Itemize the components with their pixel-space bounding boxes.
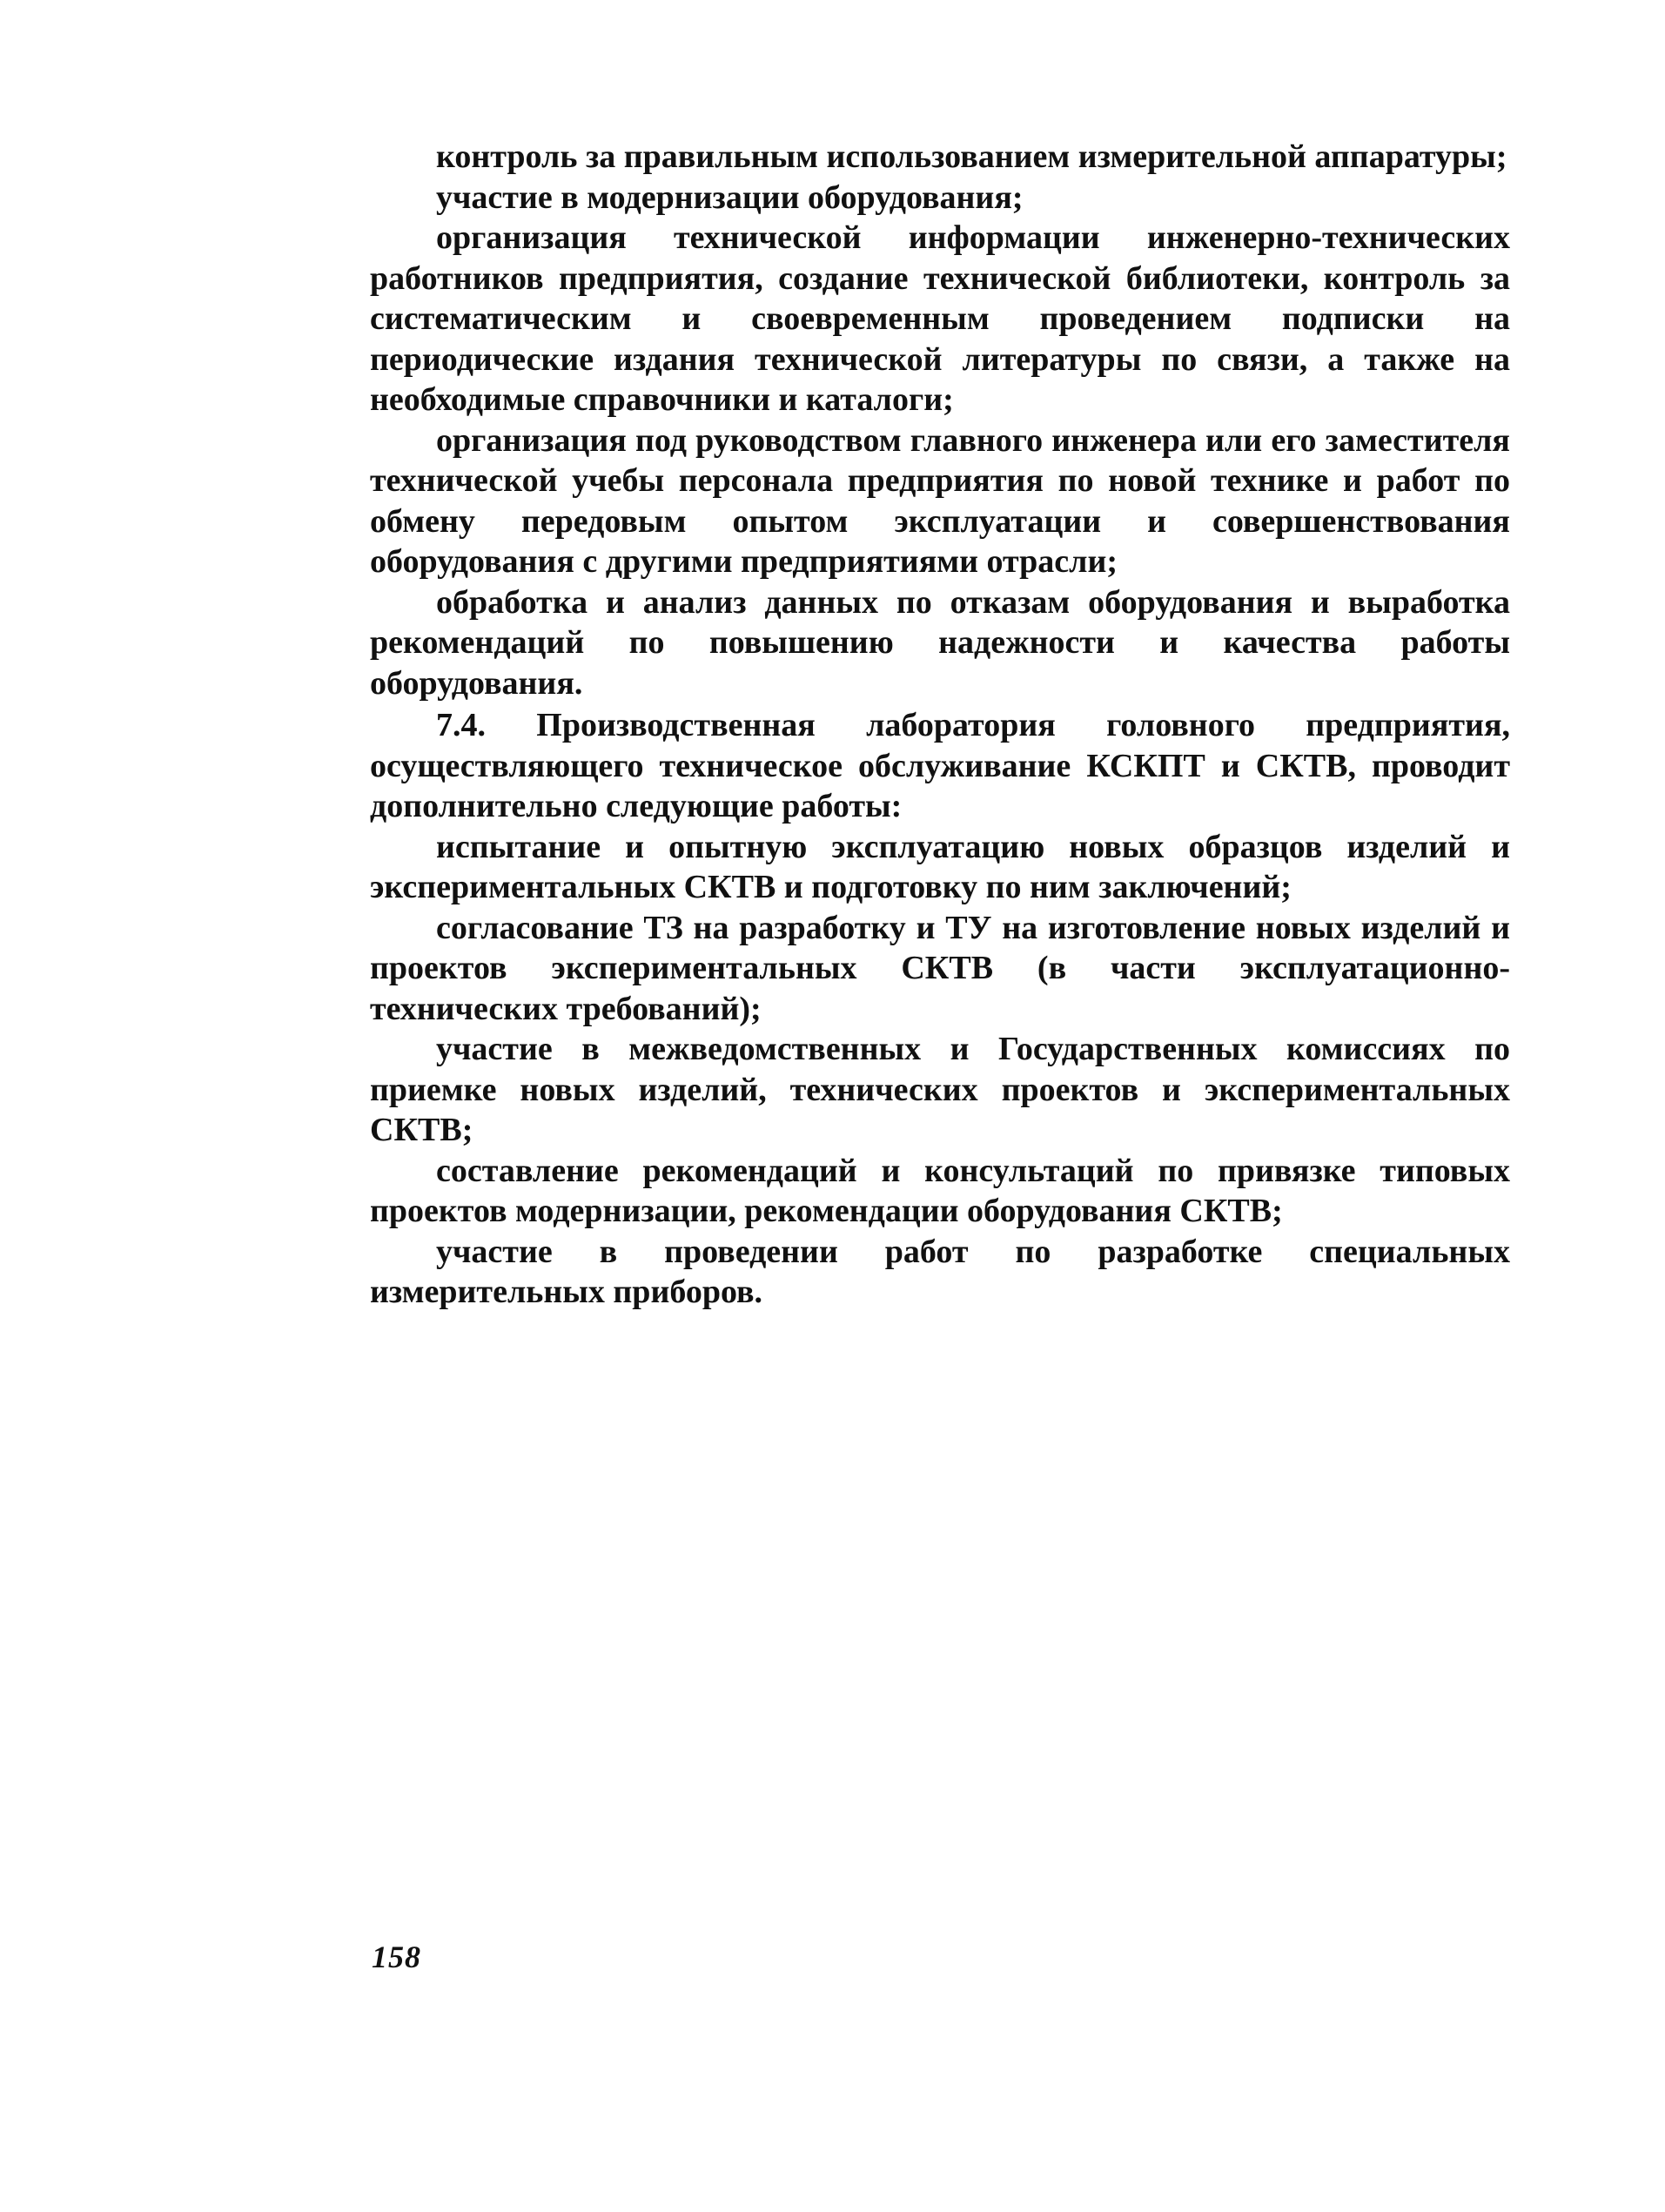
paragraph-modernization: участие в модернизации оборудования; <box>436 178 1024 216</box>
body-text <box>370 137 1510 1313</box>
paragraph-approval: согласование ТЗ на разработку и ТУ на изготовление новых изделий и проектов экспериментальных СКТВ (в части эксплуатационно-технических требований); <box>370 909 1510 1027</box>
paragraph-recommendations: составление рекомендаций и консультаций по привязке типовых проектов модернизации, рекомендации оборудования СКТВ; <box>370 1152 1510 1229</box>
section-7-4-heading-paragraph: 7.4. Производственная лаборатория головного предприятия, осуществляющего техническое обслуживание КСКПТ и СКТВ, проводит дополнительно следующие работы: <box>370 707 1510 824</box>
paragraph-commissions: участие в межведомственных и Государственных комиссиях по приемке новых изделий, технических проектов и экспериментальных СКТВ; <box>370 1031 1510 1148</box>
page-number: 158 <box>372 1940 421 1974</box>
paragraph-training: организация под руководством главного инженера или его заместителя технической учебы персонала предприятия по новой технике и работ по обмену передовым опытом эксплуатации и совершенствования оборудования с другими предприятиями отрасли; <box>370 421 1510 580</box>
paragraph-measuring-devices: участие в проведении работ по разработке специальных измерительных приборов. <box>370 1233 1510 1310</box>
paragraph-technical-information: организация технической информации инженерно-технических работников предприятия, создание технической библиотеки, контроль за систематическим и своевременным проведением подписки на периодические издания технической литературы по связи, а также на необходимые справочники и каталоги; <box>370 219 1510 418</box>
paragraph-measuring-control: контроль за правильным использованием измерительной аппаратуры; <box>436 138 1507 175</box>
paragraph-failure-analysis: обработка и анализ данных по отказам оборудования и выработка рекомендаций по повышению надежности и качества работы оборудования. <box>370 583 1510 702</box>
paragraph-testing: испытание и опытную эксплуатацию новых образцов изделий и экспериментальных СКТВ и подготовку по ним заключений; <box>370 828 1510 905</box>
